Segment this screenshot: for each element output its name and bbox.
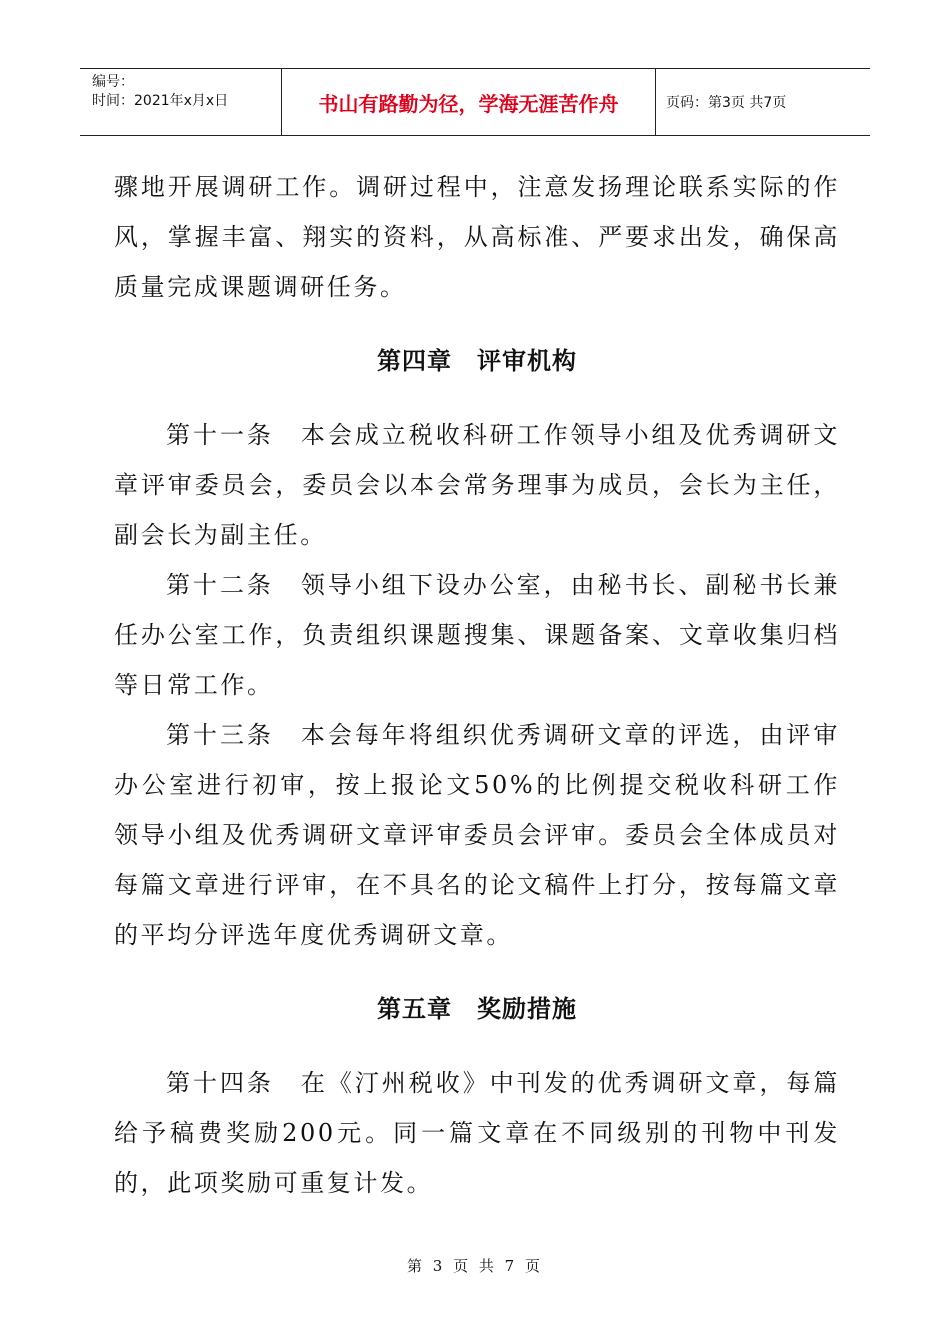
header-meta xyxy=(80,69,282,135)
time-label: 时间：2021年x月x日 xyxy=(92,93,229,109)
page-header xyxy=(80,68,870,136)
chapter-heading-4: 第四章 评审机构 xyxy=(377,347,577,375)
document-body xyxy=(114,162,840,1208)
article-14: 第十四条 在《汀州税收》中刊发的优秀调研文章，每篇给予稿费奖励200元。同一篇文章在不同级别的刊物中刊发的，此项奖励可重复计发。 xyxy=(114,1069,840,1197)
page-footer: 第 3 页 共 7 页 xyxy=(407,1257,543,1275)
article-12: 第十二条 领导小组下设办公室，由秘书长、副秘书长兼任办公室工作，负责组织课题搜集、课题备案、文章收集归档等日常工作。 xyxy=(114,571,840,699)
paragraph-continued: 骤地开展调研工作。调研过程中，注意发扬理论联系实际的作风，掌握丰富、翔实的资料，从高标准、严要求出发，确保高质量完成课题调研任务。 xyxy=(114,173,840,301)
header-motto: 书山有路勤为径，学海无涯苦作舟 xyxy=(282,69,656,135)
header-page-info: 页码：第3页 共7页 xyxy=(666,95,787,111)
article-11: 第十一条 本会成立税收科研工作领导小组及优秀调研文章评审委员会，委员会以本会常务理事为成员，会长为主任，副会长为副主任。 xyxy=(114,421,840,549)
number-label: 编号： xyxy=(92,74,134,90)
article-13: 第十三条 本会每年将组织优秀调研文章的评选，由评审办公室进行初审，按上报论文50%的比例提交税收科研工作领导小组及优秀调研文章评审委员会评审。委员会全体成员对每篇文章进行评审，在不具名的论文稿件上打分，按每篇文章的平均分评选年度优秀调研文章。 xyxy=(114,721,840,949)
chapter-heading-5: 第五章 奖励措施 xyxy=(377,995,577,1023)
